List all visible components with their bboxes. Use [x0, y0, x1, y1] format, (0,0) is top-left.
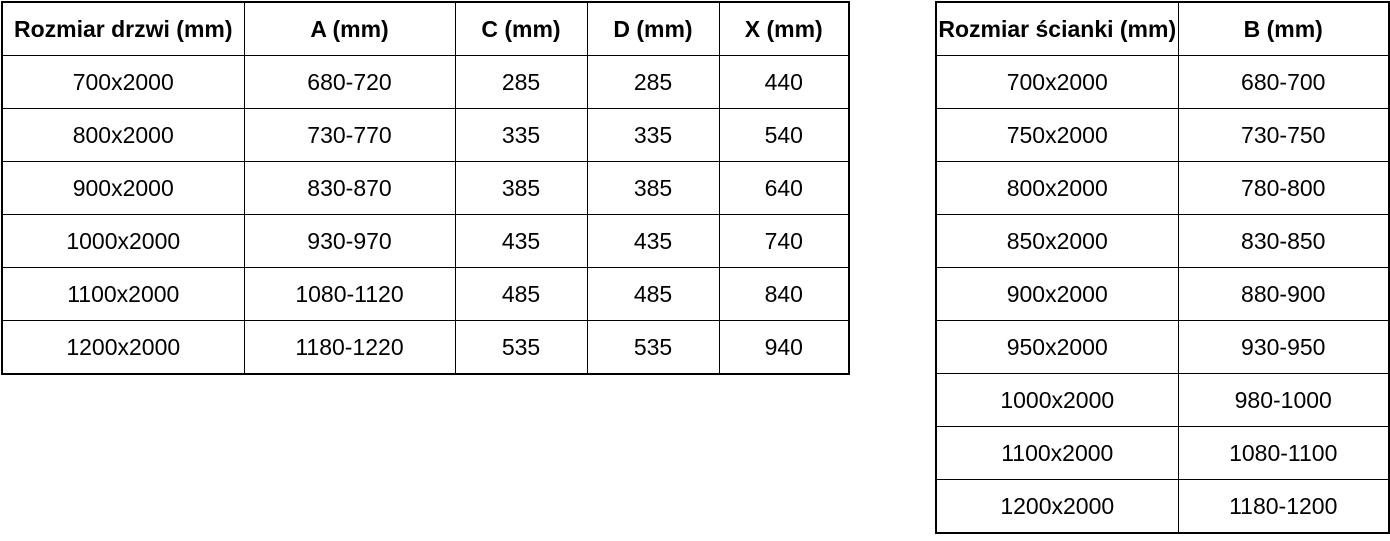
cell-d: 285	[587, 56, 719, 109]
table-row	[936, 109, 1389, 162]
cell-c: 385	[455, 162, 587, 215]
cell-x: 740	[719, 215, 849, 268]
header-d-mm: D (mm)	[587, 2, 719, 56]
cell-x: 540	[719, 109, 849, 162]
cell-b: 880-900	[1178, 268, 1389, 321]
cell-panel-size: 700x2000	[936, 56, 1178, 109]
cell-door-size: 1000x2000	[2, 215, 244, 268]
cell-b: 680-700	[1178, 56, 1389, 109]
cell-door-size: 1100x2000	[2, 268, 244, 321]
cell-b: 1180-1200	[1178, 480, 1389, 534]
cell-b: 830-850	[1178, 215, 1389, 268]
cell-panel-size: 800x2000	[936, 162, 1178, 215]
table-row	[2, 56, 849, 109]
cell-c: 285	[455, 56, 587, 109]
cell-c: 535	[455, 321, 587, 375]
cell-panel-size: 1000x2000	[936, 374, 1178, 427]
header-x-mm: X (mm)	[719, 2, 849, 56]
cell-b: 930-950	[1178, 321, 1389, 374]
table-row	[2, 215, 849, 268]
table-row	[936, 427, 1389, 480]
table-row	[936, 162, 1389, 215]
table-row	[2, 162, 849, 215]
cell-a: 830-870	[244, 162, 455, 215]
cell-x: 440	[719, 56, 849, 109]
table-row	[936, 56, 1389, 109]
cell-panel-size: 950x2000	[936, 321, 1178, 374]
wall-panel-size-table	[935, 1, 1390, 534]
cell-d: 485	[587, 268, 719, 321]
cell-door-size: 700x2000	[2, 56, 244, 109]
cell-b: 1080-1100	[1178, 427, 1389, 480]
table-row	[2, 268, 849, 321]
wall-table-header-row	[936, 2, 1389, 56]
cell-x: 940	[719, 321, 849, 375]
header-rozmiar-scianki: Rozmiar ścianki (mm)	[936, 2, 1178, 56]
cell-c: 435	[455, 215, 587, 268]
cell-d: 335	[587, 109, 719, 162]
cell-panel-size: 900x2000	[936, 268, 1178, 321]
cell-c: 335	[455, 109, 587, 162]
cell-a: 680-720	[244, 56, 455, 109]
cell-d: 535	[587, 321, 719, 375]
cell-panel-size: 750x2000	[936, 109, 1178, 162]
cell-d: 435	[587, 215, 719, 268]
cell-c: 485	[455, 268, 587, 321]
door-table-header-row	[2, 2, 849, 56]
header-a-mm: A (mm)	[244, 2, 455, 56]
table-row	[2, 109, 849, 162]
cell-a: 1180-1220	[244, 321, 455, 375]
door-size-table	[1, 1, 850, 375]
cell-x: 840	[719, 268, 849, 321]
cell-a: 1080-1120	[244, 268, 455, 321]
table-row	[936, 374, 1389, 427]
cell-panel-size: 850x2000	[936, 215, 1178, 268]
cell-door-size: 1200x2000	[2, 321, 244, 375]
table-row	[936, 480, 1389, 534]
header-rozmiar-drzwi: Rozmiar drzwi (mm)	[2, 2, 244, 56]
cell-b: 980-1000	[1178, 374, 1389, 427]
header-c-mm: C (mm)	[455, 2, 587, 56]
cell-panel-size: 1100x2000	[936, 427, 1178, 480]
cell-b: 780-800	[1178, 162, 1389, 215]
cell-a: 930-970	[244, 215, 455, 268]
cell-x: 640	[719, 162, 849, 215]
table-row	[936, 268, 1389, 321]
cell-a: 730-770	[244, 109, 455, 162]
cell-door-size: 800x2000	[2, 109, 244, 162]
table-row	[2, 321, 849, 375]
cell-b: 730-750	[1178, 109, 1389, 162]
cell-panel-size: 1200x2000	[936, 480, 1178, 534]
table-row	[936, 321, 1389, 374]
cell-door-size: 900x2000	[2, 162, 244, 215]
header-b-mm: B (mm)	[1178, 2, 1389, 56]
cell-d: 385	[587, 162, 719, 215]
table-row	[936, 215, 1389, 268]
